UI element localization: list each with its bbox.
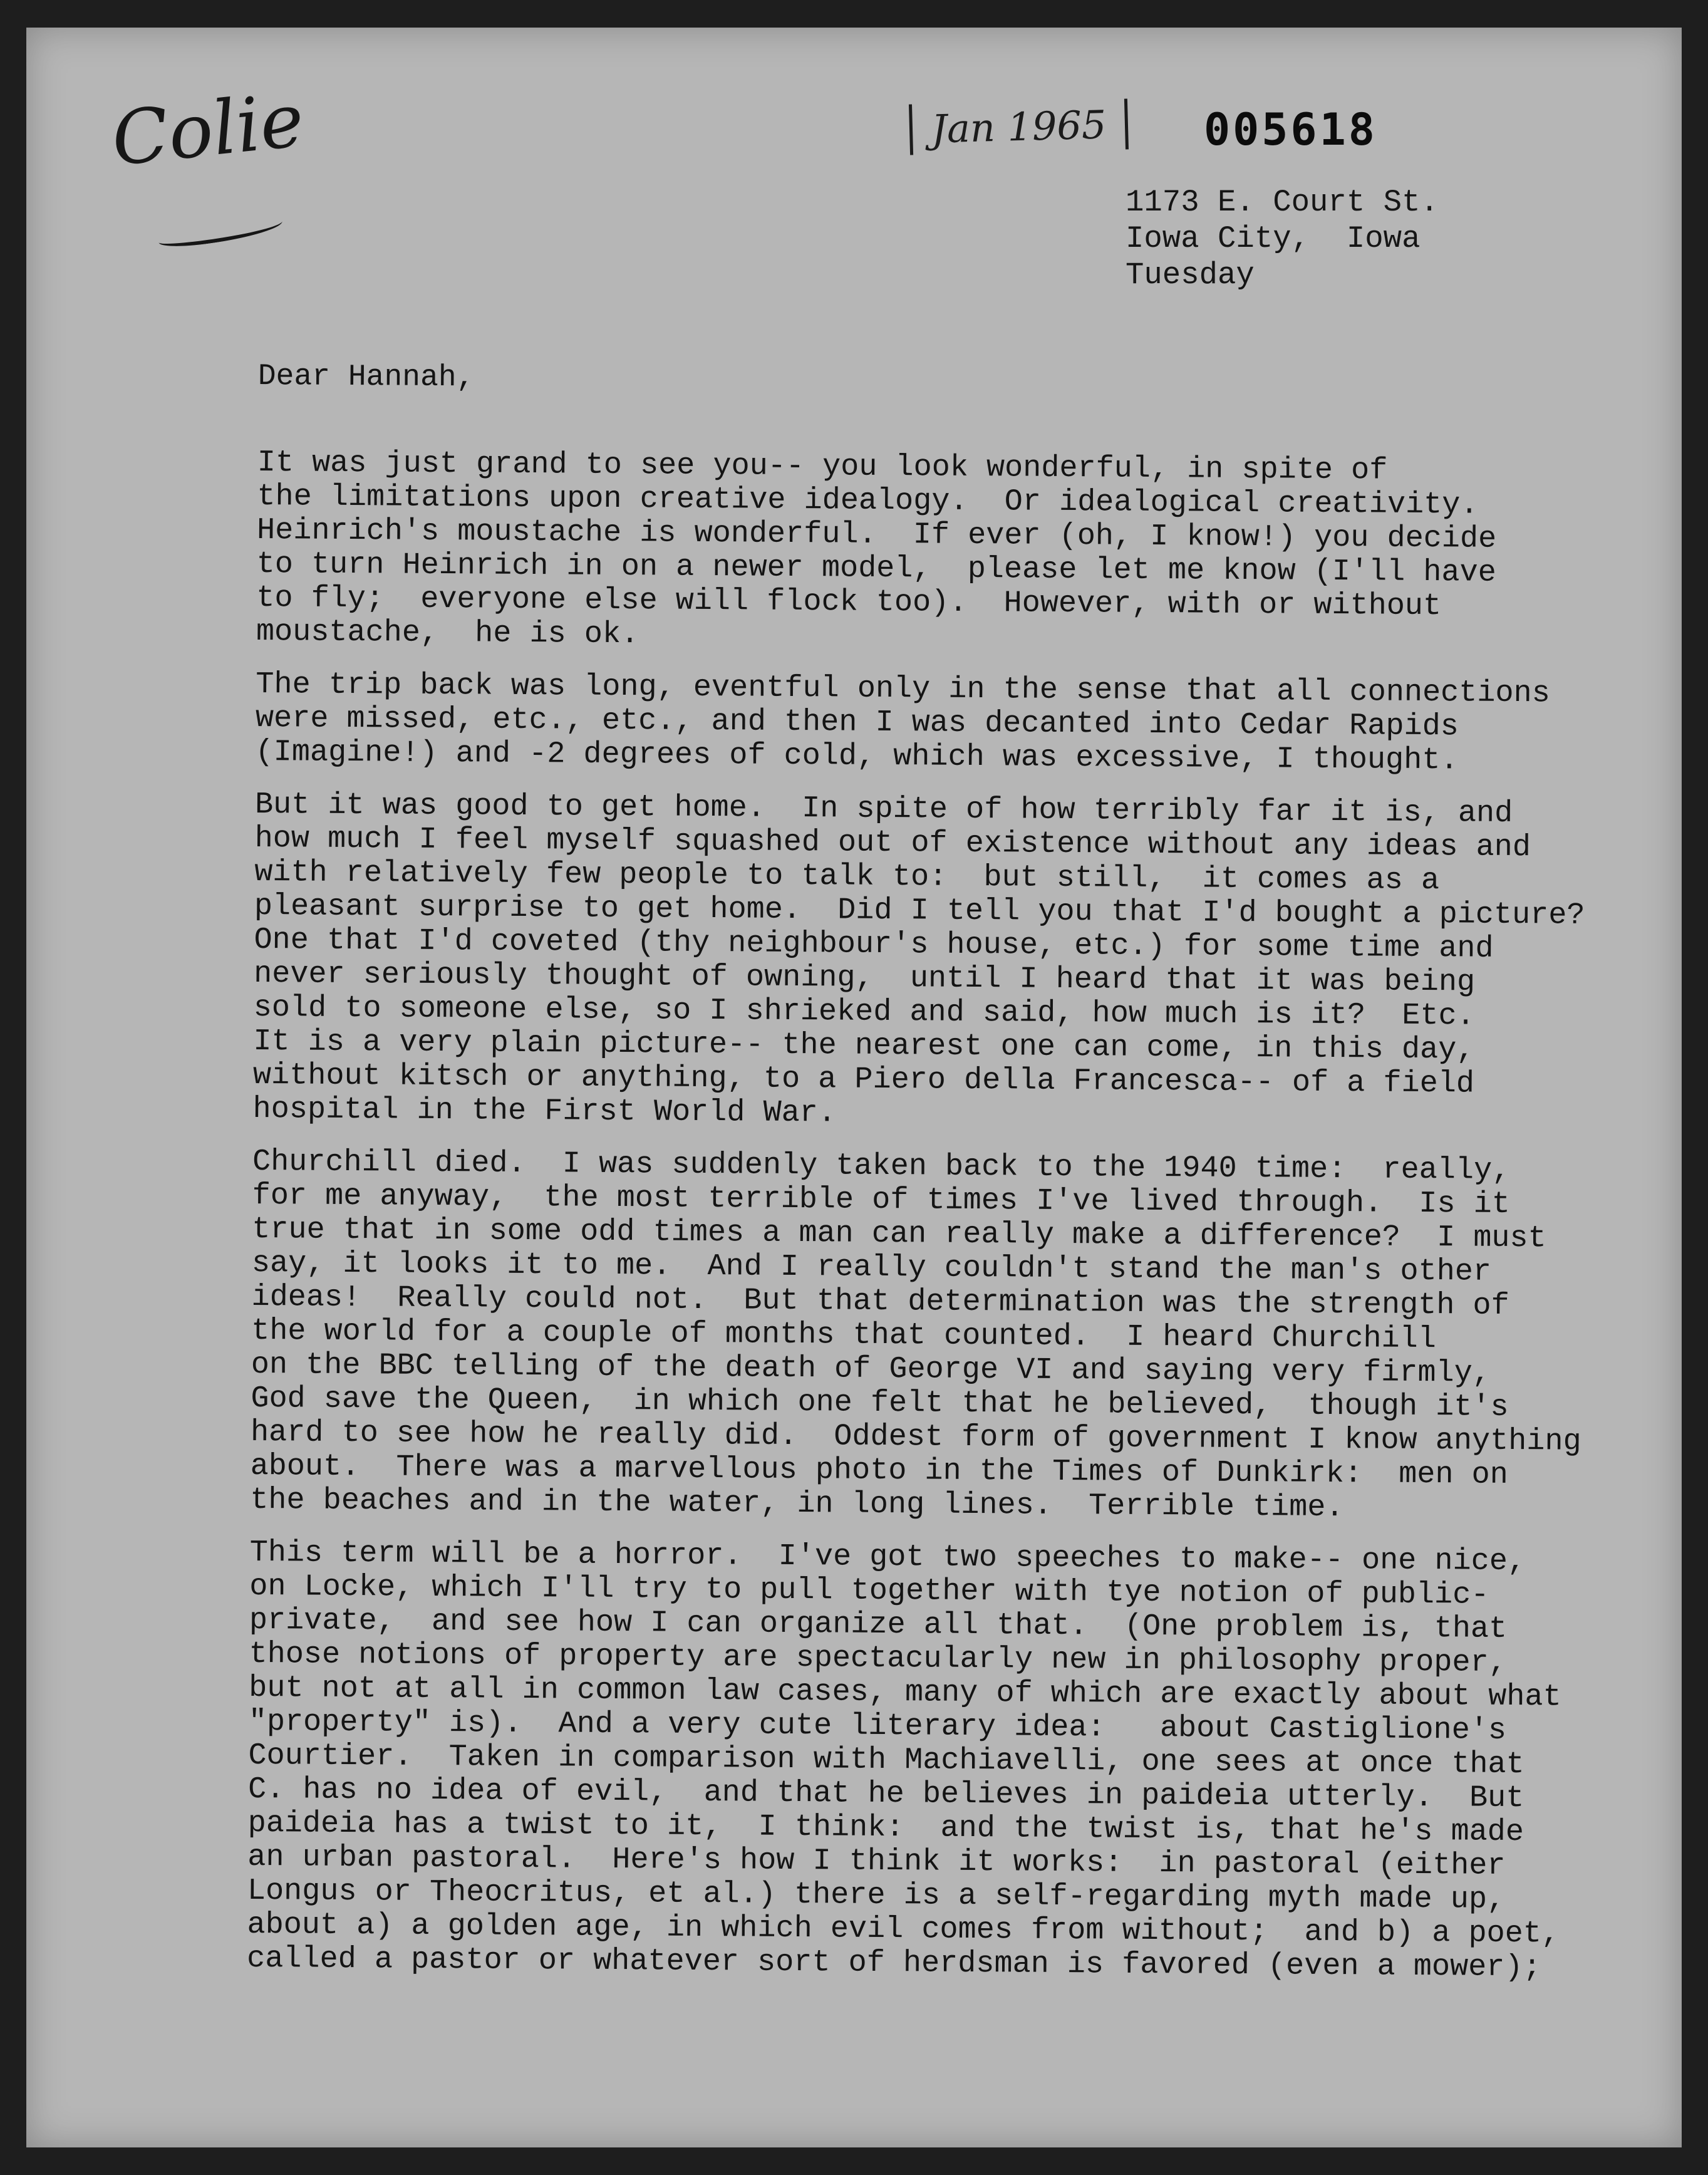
text-line: with relatively few people to talk to: but still, it comes as a xyxy=(254,854,1440,898)
salutation: Dear Hannah, xyxy=(257,360,475,395)
text-line: paideia has a twist to it, I think: and the twist is, that he's made xyxy=(247,1805,1524,1850)
text-line: It was just grand to see you-- you look wonderful, in spite of xyxy=(257,445,1388,488)
text-line: an urban pastoral. Here's how I think it works: in pastoral (either xyxy=(247,1839,1506,1883)
text-line: about a) a golden age, in which evil comes from without; and b) a poet, xyxy=(247,1907,1560,1951)
text-line: Longus or Theocritus, et al.) there is a self-regarding myth made up, xyxy=(247,1873,1506,1917)
letter-page xyxy=(26,28,1682,2147)
text-line: (Imagine!) and -2 degrees of cold, which was excessive, I thought. xyxy=(255,734,1459,778)
text-line: those notions of property are spectacularly new in philosophy proper, xyxy=(249,1636,1507,1680)
handwritten-underline xyxy=(157,213,284,251)
text-line: called a pastor or whatever sort of herdsman is favored (even a mower); xyxy=(246,1941,1541,1985)
text-line: C. has no idea of evil, and that he believes in paideia utterly. But xyxy=(247,1772,1524,1816)
text-line: This term will be a horror. I've got two speeches to make-- one nice, xyxy=(249,1535,1526,1579)
paragraphs xyxy=(247,446,1654,1986)
text-line: never seriously thought of owning, until I heard that it was being xyxy=(253,956,1476,1000)
text-line: say, it looks it to me. And I really couldn't stand the man's other xyxy=(251,1245,1492,1289)
text-line: But it was good to get home. In spite of how terribly far it is, and xyxy=(254,787,1513,831)
text-line: Churchill died. I was suddenly taken back to the 1940 time: really, xyxy=(252,1144,1511,1188)
address-line: 1173 E. Court St. xyxy=(1126,185,1439,220)
paragraph xyxy=(255,668,1652,779)
text-line: were missed, etc., etc., and then I was decanted into Cedar Rapids xyxy=(255,700,1459,744)
text-line: Courtier. Taken in comparison with Machiavelli, one sees at once that xyxy=(248,1738,1524,1782)
text-line: for me anyway, the most terrible of times I've lived through. Is it xyxy=(252,1178,1511,1222)
text-line: to fly; everyone else will flock too). However, with or without xyxy=(256,580,1442,624)
text-line: pleasant surprise to get home. Did I tell you that I'd bought a picture? xyxy=(254,888,1585,933)
address-line: Iowa City, Iowa xyxy=(1126,221,1421,256)
text-line: to turn Heinrich in on a newer model, please let me know (I'll have xyxy=(256,546,1496,590)
text-line: Heinrich's moustache is wonderful. If ever (oh, I know!) you decide xyxy=(256,512,1497,556)
text-line: God save the Queen, in which one felt that he believed, though it's xyxy=(251,1381,1509,1425)
handwritten-name: Colie xyxy=(108,76,308,183)
paragraph xyxy=(250,1145,1649,1527)
text-line: private, and see how I can organize all that. (One problem is, that xyxy=(249,1602,1508,1646)
text-line: the beaches and in the water, in long lines. Terrible time. xyxy=(250,1482,1344,1525)
text-line: hospital in the First World War. xyxy=(252,1091,837,1131)
address-day: Tuesday xyxy=(1126,257,1255,293)
text-line: sold to someone else, so I shrieked and said, how much is it? Etc. xyxy=(253,990,1475,1034)
paragraph xyxy=(252,788,1652,1136)
text-line: the world for a couple of months that counted. I heard Churchill xyxy=(251,1313,1437,1357)
text-line: how much I feel myself squashed out of existence without any ideas and xyxy=(254,821,1531,865)
letter-body xyxy=(247,360,1655,2005)
text-line: One that I'd coveted (thy neighbour's house, etc.) for some time and xyxy=(254,922,1494,966)
text-line: on Locke, which I'll try to pull together with tye notion of public- xyxy=(249,1569,1489,1612)
text-line: but not at all in common law cases, many of which are exactly about what xyxy=(249,1670,1561,1715)
text-line: without kitsch or anything, to a Piero della Francesca-- of a field xyxy=(252,1057,1475,1101)
text-line: It is a very plain picture-- the nearest one can come, in this day, xyxy=(253,1024,1475,1067)
text-line: ideas! Really could not. But that determination was the strength of xyxy=(251,1279,1509,1323)
paragraph xyxy=(256,446,1654,659)
text-line: "property" is). And a very cute literary idea: about Castiglione's xyxy=(248,1704,1507,1748)
text-line: The trip back was long, eventful only in the sense that all connections xyxy=(256,667,1550,711)
paragraph xyxy=(247,1536,1647,1986)
text-line: the limitations upon creative idealogy. Or idealogical creativity. xyxy=(257,479,1479,522)
text-line: true that in some odd times a man can really make a difference? I must xyxy=(252,1212,1546,1256)
handwritten-date-note: Jan 1965 xyxy=(909,98,1129,155)
text-line: on the BBC telling of the death of George VI and saying very firmly, xyxy=(251,1347,1491,1391)
text-line: moustache, he is ok. xyxy=(256,614,639,652)
text-line: about. There was a marvellous photo in the Times of Dunkirk: men on xyxy=(250,1448,1509,1492)
sender-address xyxy=(1126,184,1439,293)
text-line: hard to see how he really did. Oddest form of government I know anything xyxy=(250,1415,1581,1459)
archive-stamp-number: 005618 xyxy=(1204,104,1377,155)
